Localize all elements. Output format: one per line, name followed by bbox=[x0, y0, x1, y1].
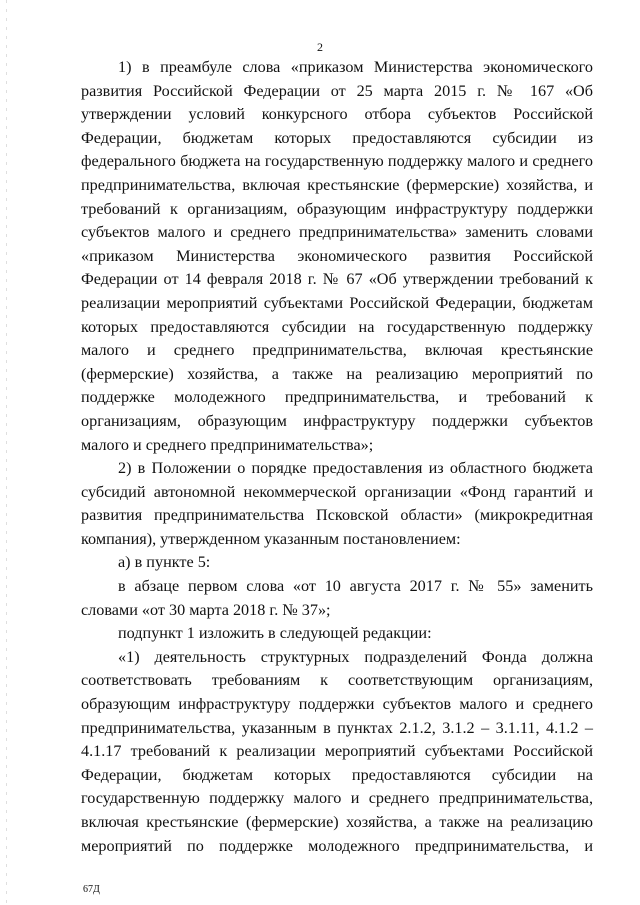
scan-edge-artifact bbox=[6, 0, 7, 905]
paragraph-regulation-amendment: 2) в Положении о порядке предоставления из областного бюджета субсидий автономной некоммерческой организации «Фонд гарантий и развития предпринимательства Псковской области» (микрокредитная компания), утвержденном указанным постановлением: bbox=[81, 459, 593, 548]
paragraph-item-5: а) в пункте 5: bbox=[118, 553, 211, 572]
document-body bbox=[81, 56, 593, 858]
paragraph-subitem-1: подпункт 1 изложить в следующей редакции: bbox=[118, 624, 432, 643]
page-number: 2 bbox=[317, 40, 323, 54]
footer-code: 67Д bbox=[83, 884, 100, 895]
paragraph-new-wording: «1) деятельность структурных подразделений Фонда должна соответствовать требованиям к соответствующим организациям, образующим инфраструктуру поддержки субъектов малого и среднего предпринимательства, указанным в пунктах 2.1.2, 3.1.2 – 3.1.11, 4.1.2 – 4.1.17 требований к реализации мероприятий субъектами Российской Федерации, бюджетам которых предоставляются субсидии на государственную поддержку малого и среднего предпринимательства, включая крестьянские (фермерские) хозяйства, а также на реализацию мероприятий по поддержке молодежного предпринимательства, и bbox=[81, 647, 593, 855]
paragraph-first-clause: в абзаце первом слова «от 10 августа 2017 г. № 55» заменить словами «от 30 марта 2018 г. № 37»; bbox=[81, 577, 593, 619]
paragraph-preamble-amendment: 1) в преамбуле слова «приказом Министерства экономического развития Российской Федерации от 25 марта 2015 г. № 167 «Об утверждении условий конкурсного отбора субъектов Российской Федерации, бюджетам которых предоставляются субсидии из федерального бюджета на государственную поддержку малого и среднего предпринимательства, включая крестьянские (фермерские) хозяйства, и требований к организациям, образующим инфраструктуру поддержки субъектов малого и среднего предпринимательства» заменить словами «приказом Министерства экономического развития Российской Федерации от 14 февраля 2018 г. № 67 «Об утверждении требований к реализации мероприятий субъектами Российской Федерации, бюджетам которых предоставляются субсидии на государственную поддержку малого и среднего предпринимательства, включая крестьянские (фермерские) хозяйства, а также на реализацию мероприятий по поддержке молодежного предпринимательства, и требований к организациям, образующим инфраструктуру поддержки субъектов малого и среднего предпринимательства»; bbox=[81, 58, 593, 454]
